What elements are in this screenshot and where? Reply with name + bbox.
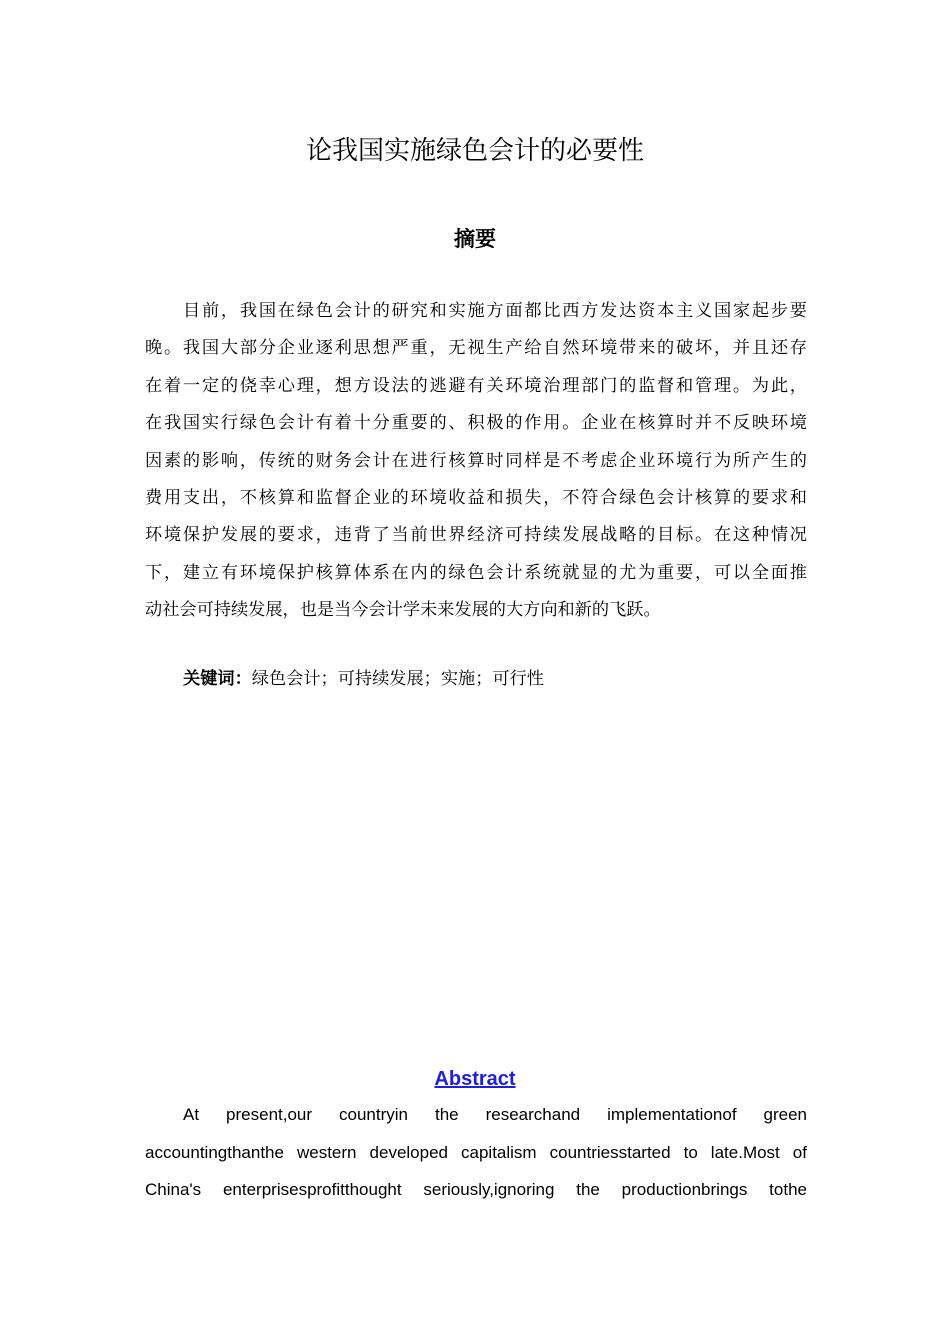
abstract-line: 因素的影响，传统的财务会计在进行核算时同样是不考虑企业环境行为所产生的 <box>145 450 807 471</box>
abstract-line: 晚。我国大部分企业逐利思想严重，无视生产给自然环境带来的破坏，并且还存 <box>145 338 807 359</box>
abstract-line: 在我国实行绿色会计有着十分重要的、积极的作用。企业在核算时并不反映环境 <box>145 413 807 434</box>
abstract-line: 费用支出，不核算和监督企业的环境收益和损失，不符合绿色会计核算的要求和 <box>145 488 807 509</box>
abstract-heading-en-wrapper <box>0 1062 950 1095</box>
abstract-heading-cn: 摘要 <box>454 227 496 251</box>
english-line: accountingthanthe western developed capitalism countriesstarted to late.Most of <box>145 1142 807 1162</box>
keywords-values: 绿色会计；可持续发展；实施；可行性 <box>251 669 544 689</box>
abstract-line: 动社会可持续发展，也是当今会计学未来发展的大方向和新的飞跃。 <box>145 600 661 621</box>
english-line: China's enterprisesprofitthought seriously,ignoring the productionbrings tothe <box>145 1180 807 1199</box>
english-line: At present,our countryin the researchand implementationof green <box>183 1105 807 1124</box>
abstract-line: 目前，我国在绿色会计的研究和实施方面都比西方发达资本主义国家起步要 <box>183 301 807 321</box>
abstract-line: 下，建立有环境保护核算体系在内的绿色会计系统就显的尤为重要，可以全面推 <box>145 562 807 583</box>
document-title: 论我国实施绿色会计的必要性 <box>305 136 644 166</box>
abstract-body-en <box>145 1096 807 1209</box>
abstract-heading-en-link[interactable]: Abstract <box>434 1068 516 1090</box>
abstract-line: 环境保护发展的要求，违背了当前世界经济可持续发展战略的目标。在这种情况 <box>145 525 807 546</box>
keywords <box>183 662 544 696</box>
abstract-line: 在着一定的侥幸心理，想方设法的逃避有关环境治理部门的监督和管理。为此， <box>145 375 807 396</box>
keywords-label: 关键词： <box>183 669 252 689</box>
abstract-body-cn <box>145 293 807 630</box>
